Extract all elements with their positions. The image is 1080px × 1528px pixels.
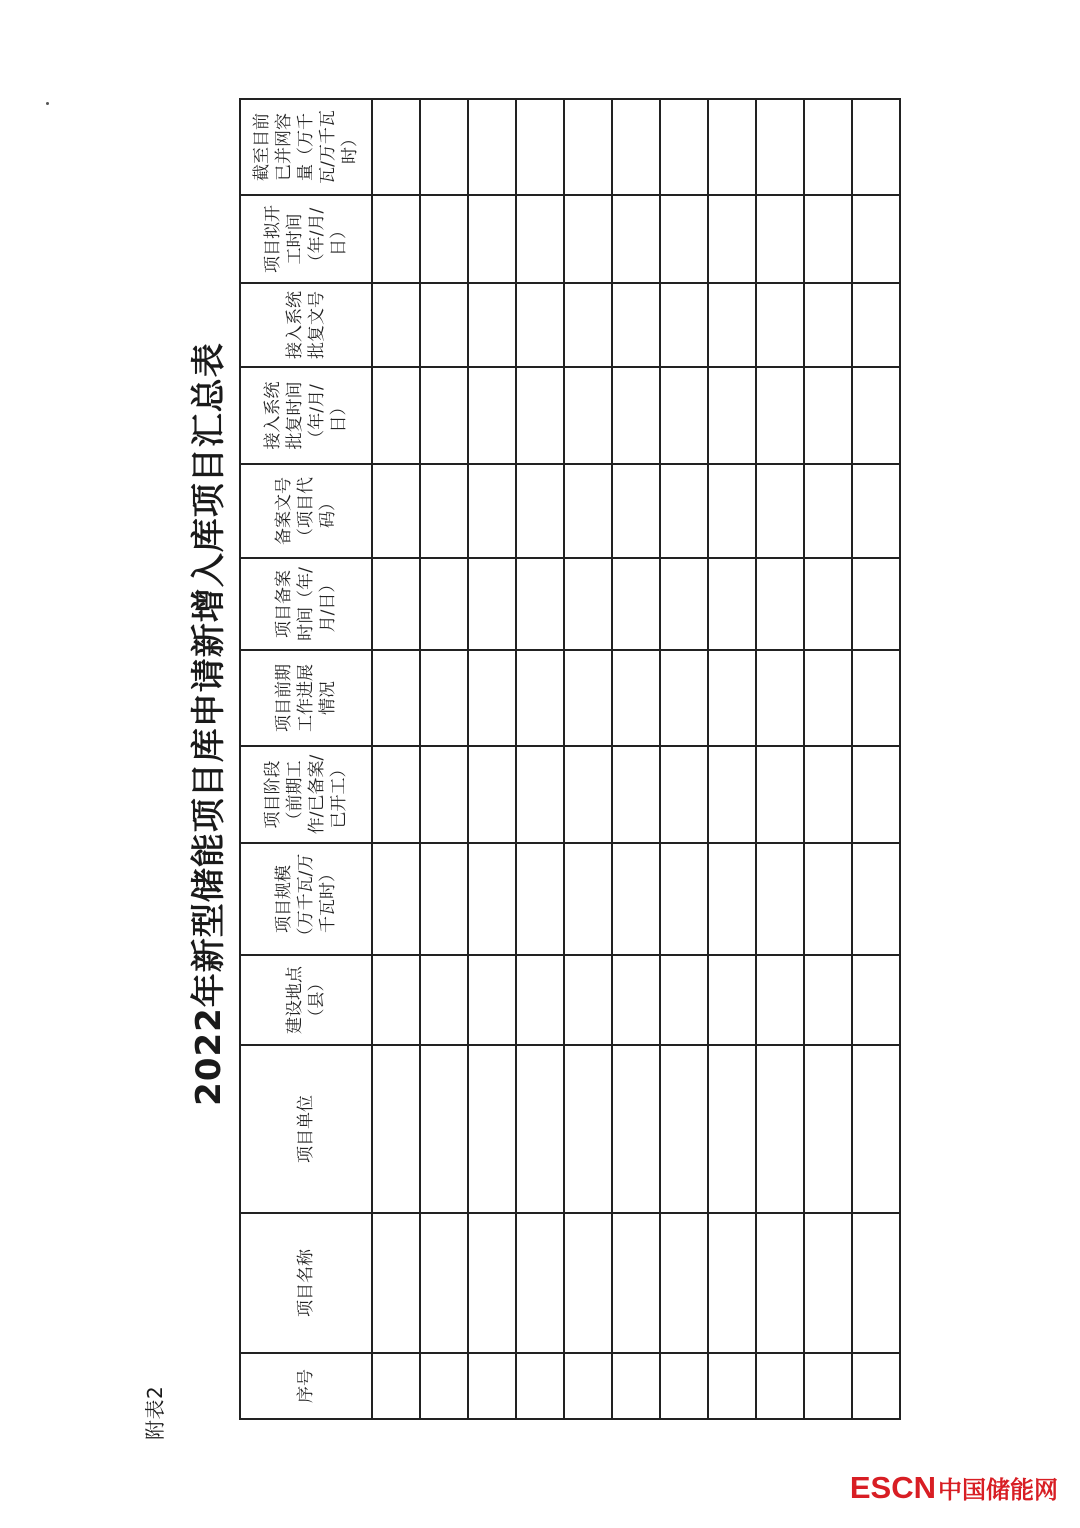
table-cell [564,955,612,1045]
table-cell [660,195,708,283]
table-cell [420,1213,468,1353]
col-header-index: 序号 [240,1353,372,1419]
col-header-start-date: 项目拟开工时间（年/月/日） [240,195,372,283]
table-cell [852,464,900,558]
table-cell [516,283,564,367]
col-header-project-name: 项目名称 [240,1213,372,1353]
table-cell [660,1045,708,1213]
table-row [516,99,564,1419]
table-cell [372,367,420,464]
table-cell [660,746,708,843]
logo-cn: 中国储能网 [938,1476,1058,1504]
table-cell [612,1045,660,1213]
table-cell [852,195,900,283]
table-cell [852,955,900,1045]
logo-latin: ESCN [849,1470,936,1505]
table-cell [372,464,420,558]
table-cell [612,650,660,746]
table-cell [852,650,900,746]
table-cell [852,558,900,650]
table-cell [516,367,564,464]
summary-table [239,98,901,1420]
table-cell [852,1353,900,1419]
table-cell [756,1353,804,1419]
table-cell [756,746,804,843]
page-title: 2022年新型储能项目库申请新增入库项目汇总表 [189,342,229,1106]
table-cell [564,1213,612,1353]
table-cell [468,99,516,195]
table-cell [420,367,468,464]
table-cell [516,650,564,746]
table-cell [852,843,900,955]
table-cell [564,367,612,464]
table-cell [468,843,516,955]
table-row [372,99,420,1419]
table-cell [852,283,900,367]
table-cell [564,464,612,558]
table-cell [756,99,804,195]
table-cell [756,195,804,283]
table-cell [420,283,468,367]
table-cell [852,1045,900,1213]
table-row [564,99,612,1419]
table-cell [804,1353,852,1419]
table-cell [708,283,756,367]
table-cell [756,650,804,746]
table-cell [420,843,468,955]
table-cell [660,99,708,195]
table-row [804,99,852,1419]
col-header-filing-date: 项目备案时间（年/月/日） [240,558,372,650]
table-cell [660,955,708,1045]
scan-speck [46,102,49,105]
table-cell [372,1353,420,1419]
header-row [240,99,372,1419]
rotated-sheet [95,8,965,1440]
table-cell [804,367,852,464]
table-cell [612,283,660,367]
table-cell [612,464,660,558]
table-cell [372,650,420,746]
table-cell [564,558,612,650]
table-cell [660,650,708,746]
table-cell [804,99,852,195]
table-cell [564,283,612,367]
table-cell [372,195,420,283]
table-cell [516,843,564,955]
table-cell [516,99,564,195]
table-cell [516,195,564,283]
col-header-grid-capacity: 截至目前已并网容量（万千瓦/万千瓦时） [240,99,372,195]
table-cell [468,283,516,367]
table-cell [612,955,660,1045]
table-cell [708,746,756,843]
table-cell [372,1213,420,1353]
table-cell [852,746,900,843]
table-cell [804,955,852,1045]
table-cell [756,283,804,367]
table-row [852,99,900,1419]
table-cell [420,746,468,843]
table-cell [804,746,852,843]
table-cell [372,1045,420,1213]
site-logo [850,1470,1058,1506]
table-cell [660,283,708,367]
table-cell [708,1353,756,1419]
table-cell [468,746,516,843]
table-cell [420,1353,468,1419]
table-cell [372,283,420,367]
table-cell [756,558,804,650]
table-cell [660,1353,708,1419]
table-cell [420,1045,468,1213]
table-cell [612,558,660,650]
table-cell [468,195,516,283]
table-cell [708,650,756,746]
table-cell [708,955,756,1045]
table-cell [420,955,468,1045]
table-cell [564,195,612,283]
col-header-scale: 项目规模（万千瓦/万千瓦时） [240,843,372,955]
table-cell [804,464,852,558]
table-cell [516,464,564,558]
table-row [660,99,708,1419]
table-cell [468,558,516,650]
table-cell [852,1213,900,1353]
table-cell [756,367,804,464]
table-cell [708,843,756,955]
col-header-progress: 项目前期工作进展情况 [240,650,372,746]
table-cell [516,1045,564,1213]
table-cell [516,955,564,1045]
table-cell [468,1353,516,1419]
table-cell [660,367,708,464]
table-cell [468,367,516,464]
table-cell [804,283,852,367]
table-cell [516,1353,564,1419]
table-cell [708,195,756,283]
table-cell [564,1353,612,1419]
table-cell [612,367,660,464]
table-cell [804,195,852,283]
table-cell [708,367,756,464]
table-cell [804,650,852,746]
table-cell [564,650,612,746]
table-cell [564,1045,612,1213]
table-cell [804,558,852,650]
table-cell [852,367,900,464]
table-row [468,99,516,1419]
table-cell [660,558,708,650]
table-cell [372,558,420,650]
table-cell [708,1213,756,1353]
table-row [612,99,660,1419]
table-cell [420,99,468,195]
table-cell [708,464,756,558]
table-cell [660,843,708,955]
table-cell [756,843,804,955]
table-body [372,99,900,1419]
table-cell [756,1213,804,1353]
table-cell [516,1213,564,1353]
col-header-stage: 项目阶段（前期工作/已备案/已开工） [240,746,372,843]
table-row [756,99,804,1419]
table-cell [612,1213,660,1353]
table-cell [660,464,708,558]
table-cell [612,99,660,195]
table-cell [468,1045,516,1213]
col-header-grid-approval-number: 接入系统批复文号 [240,283,372,367]
table-cell [612,1353,660,1419]
table-row [420,99,468,1419]
table-cell [756,955,804,1045]
table-cell [708,99,756,195]
table-cell [372,746,420,843]
table-cell [708,1045,756,1213]
table-cell [660,1213,708,1353]
table-cell [468,1213,516,1353]
col-header-grid-approval-date: 接入系统批复时间（年/月/日） [240,367,372,464]
table-cell [420,464,468,558]
table-cell [756,464,804,558]
table-cell [372,99,420,195]
table-cell [756,1045,804,1213]
table-cell [612,195,660,283]
table-cell [804,843,852,955]
col-header-filing-number: 备案文号（项目代码） [240,464,372,558]
table-cell [852,99,900,195]
col-header-project-unit: 项目单位 [240,1045,372,1213]
table-cell [612,843,660,955]
table-cell [708,558,756,650]
table-cell [372,955,420,1045]
table-cell [420,195,468,283]
table-cell [420,558,468,650]
table-cell [468,650,516,746]
table-cell [804,1045,852,1213]
attachment-label: 附表2 [143,1385,167,1440]
table-cell [564,99,612,195]
table-cell [468,464,516,558]
table-row [708,99,756,1419]
table-cell [372,843,420,955]
table-cell [612,746,660,843]
table-cell [564,843,612,955]
table-cell [420,650,468,746]
table-cell [468,955,516,1045]
col-header-location: 建设地点（县） [240,955,372,1045]
table-cell [516,558,564,650]
table-cell [804,1213,852,1353]
table-cell [564,746,612,843]
table-cell [516,746,564,843]
